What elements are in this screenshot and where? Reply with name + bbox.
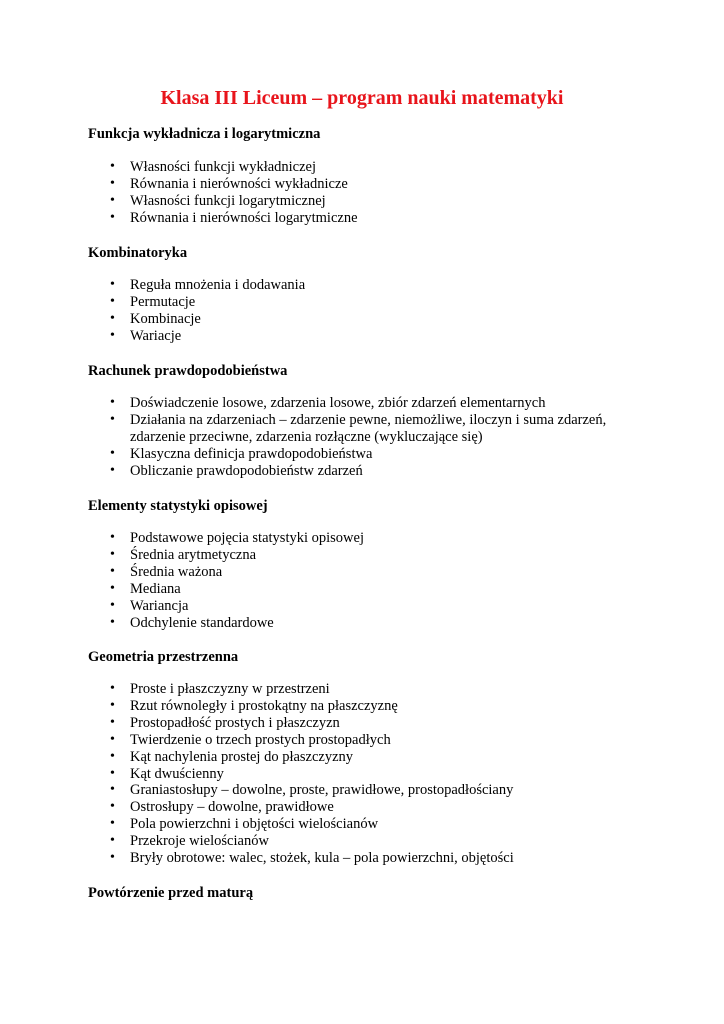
list-item-text: Średnia ważona — [130, 563, 223, 580]
list-item — [88, 564, 648, 581]
list-item — [88, 799, 648, 816]
list-item-text: Kąt nachylenia prostej do płaszczyzny — [130, 748, 354, 765]
list-item — [88, 463, 648, 480]
bullet-icon: • — [110, 462, 115, 478]
list-item-text: Równania i nierówności logarytmiczne — [130, 209, 358, 226]
list-item-text: Graniastosłupy – dowolne, proste, prawidłowe, prostopadłościany — [130, 782, 514, 799]
list-item-text: Kąt dwuścienny — [130, 765, 224, 782]
list-item-text: Proste i płaszczyzny w przestrzeni — [130, 681, 330, 697]
bullet-icon: • — [110, 546, 115, 562]
bullet-icon: • — [110, 714, 115, 730]
list-item-text: Ostrosłupy – dowolne, prawidłowe — [130, 799, 334, 816]
list-item-text: Doświadczenie losowe, zdarzenia losowe, zbiór zdarzeń elementarnych — [130, 395, 546, 411]
bullet-icon: • — [110, 395, 115, 410]
list-item — [88, 547, 648, 564]
list-item-text: Wariacje — [130, 327, 182, 344]
list-item — [88, 816, 648, 833]
list-item — [88, 732, 648, 749]
list-item-text: Przekroje wielościanów — [130, 833, 269, 850]
bullet-icon: • — [110, 445, 115, 461]
bullet-icon: • — [110, 411, 115, 427]
bullet-icon: • — [110, 850, 115, 866]
section-heading: Funkcja wykładnicza i logarytmiczna — [88, 126, 321, 142]
bullet-icon: • — [110, 799, 115, 815]
section-heading: Geometria przestrzenna — [88, 649, 239, 665]
list-item-text: Podstawowe pojęcia statystyki opisowej — [130, 530, 364, 546]
list-item-text: Własności funkcji wykładniczej — [130, 159, 317, 175]
list-item — [88, 412, 648, 446]
list-item — [88, 698, 648, 715]
list-item — [88, 833, 648, 850]
section-heading: Powtórzenie przed maturą — [88, 885, 254, 901]
bullet-icon: • — [110, 782, 115, 798]
bullet-icon: • — [110, 293, 115, 309]
list-item-text: Średnia arytmetyczna — [130, 546, 257, 563]
list-item — [88, 681, 648, 698]
list-item — [88, 715, 648, 732]
bullet-icon: • — [110, 697, 115, 713]
list-item — [88, 598, 648, 615]
list-item-text: Wariancja — [130, 597, 189, 614]
bullet-icon: • — [110, 563, 115, 579]
list-item — [88, 210, 648, 227]
list-item — [88, 615, 648, 632]
bullet-icon: • — [110, 310, 115, 326]
bullet-icon: • — [110, 614, 115, 630]
list-item-text: Równania i nierówności wykładnicze — [130, 175, 348, 192]
bullet-icon: • — [110, 209, 115, 225]
list-item — [88, 749, 648, 766]
page-title: Klasa III Liceum – program nauki matematyki — [160, 87, 564, 109]
bullet-icon: • — [110, 748, 115, 764]
list-item — [88, 328, 648, 345]
bullet-icon: • — [110, 597, 115, 613]
list-item — [88, 766, 648, 783]
list-item-text: Odchylenie standardowe — [130, 614, 274, 631]
list-item — [88, 446, 648, 463]
section-list — [88, 395, 648, 480]
bullet-icon: • — [110, 192, 115, 208]
bullet-icon: • — [110, 327, 115, 343]
bullet-icon: • — [110, 277, 115, 292]
list-item — [88, 782, 648, 799]
bullet-icon: • — [110, 833, 115, 849]
bullet-icon: • — [110, 175, 115, 191]
list-item-text: Kombinacje — [130, 310, 201, 327]
bullet-icon: • — [110, 530, 115, 545]
section-list — [88, 277, 648, 345]
list-item — [88, 294, 648, 311]
list-item-text: Klasyczna definicja prawdopodobieństwa — [130, 445, 373, 462]
section-heading: Kombinatoryka — [88, 245, 188, 261]
section-list — [88, 159, 648, 227]
list-item-text: Bryły obrotowe: walec, stożek, kula – pola powierzchni, objętości — [130, 850, 514, 867]
list-item-text: Reguła mnożenia i dodawania — [130, 277, 306, 293]
section-list — [88, 530, 648, 631]
list-item-text: Permutacje — [130, 293, 196, 310]
section-list — [88, 681, 648, 867]
list-item — [88, 193, 648, 210]
bullet-icon: • — [110, 681, 115, 696]
list-item-text: Działania na zdarzeniach – zdarzenie pewne, niemożliwe, iloczyn i suma zdarzeń, zdarzenie przeciwne, zdarzenia rozłączne (wykluczające się) — [130, 411, 607, 445]
list-item — [88, 581, 648, 598]
list-item — [88, 850, 648, 867]
list-item-text: Mediana — [130, 580, 181, 597]
list-item-text: Twierdzenie o trzech prostych prostopadłych — [130, 731, 391, 748]
list-item-text: Obliczanie prawdopodobieństw zdarzeń — [130, 462, 363, 479]
bullet-icon: • — [110, 159, 115, 174]
list-item — [88, 530, 648, 547]
bullet-icon: • — [110, 580, 115, 596]
list-item — [88, 176, 648, 193]
list-item-text: Pola powierzchni i objętości wielościanów — [130, 816, 379, 833]
list-item — [88, 395, 648, 412]
list-item-text: Rzut równoległy i prostokątny na płaszczyznę — [130, 697, 398, 714]
section-heading: Rachunek prawdopodobieństwa — [88, 363, 288, 379]
bullet-icon: • — [110, 765, 115, 781]
section-heading: Elementy statystyki opisowej — [88, 498, 268, 514]
list-item — [88, 159, 648, 176]
list-item — [88, 311, 648, 328]
list-item-text: Prostopadłość prostych i płaszczyzn — [130, 714, 340, 731]
list-item-text: Własności funkcji logarytmicznej — [130, 192, 326, 209]
bullet-icon: • — [110, 731, 115, 747]
list-item — [88, 277, 648, 294]
bullet-icon: • — [110, 816, 115, 832]
